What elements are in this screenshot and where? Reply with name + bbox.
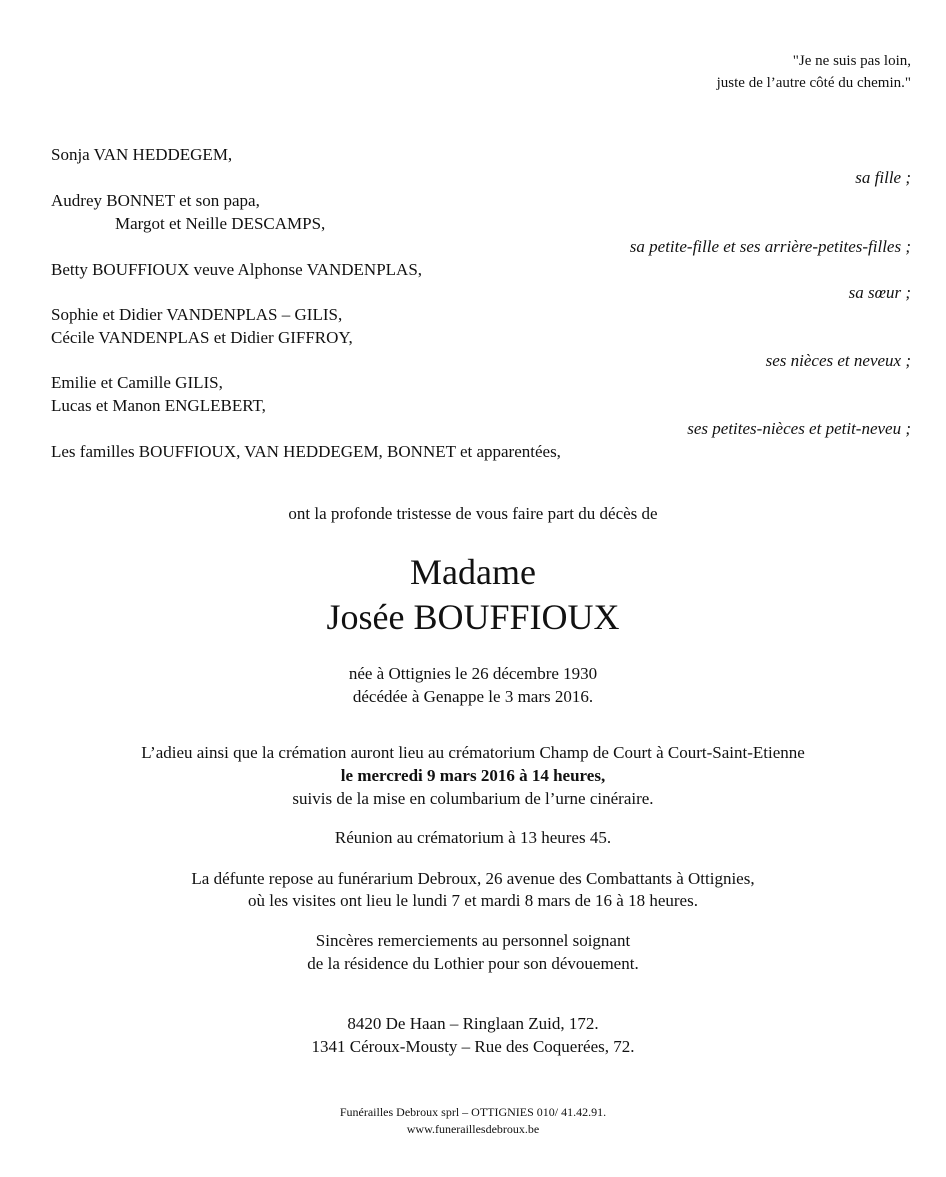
death-info: décédée à Genappe le 3 mars 2016. bbox=[352, 687, 594, 706]
meeting-info: Réunion au crématorium à 13 heures 45. bbox=[334, 828, 612, 847]
relation-label: ses petites-nièces et petit-neveu ; bbox=[687, 419, 911, 438]
relation-label: sa petite-fille et ses arrière-petites-filles ; bbox=[629, 237, 911, 256]
quote-line-2: juste de l’autre côté du chemin." bbox=[716, 75, 911, 91]
family-line: Emilie et Camille GILIS, bbox=[51, 373, 223, 392]
rest-info: La défunte repose au funérarium Debroux, 26 avenue des Combattants à Ottignies, bbox=[191, 869, 755, 888]
announcement-text: ont la profonde tristesse de vous faire part du décès de bbox=[288, 504, 658, 523]
ceremony-line: L’adieu ainsi que la crémation auront lieu au crématorium Champ de Court à Court-Saint-Etienne bbox=[141, 743, 805, 762]
family-line: Sonja VAN HEDDEGEM, bbox=[51, 145, 233, 164]
ceremony-line: suivis de la mise en columbarium de l’urne cinéraire. bbox=[292, 789, 654, 808]
thanks-text: de la résidence du Lothier pour son dévouement. bbox=[307, 954, 639, 973]
footer-company: Funérailles Debroux sprl – OTTIGNIES 010/ 41.42.91. bbox=[339, 1105, 607, 1119]
relation-label: sa sœur ; bbox=[848, 283, 911, 302]
family-line: Cécile VANDENPLAS et Didier GIFFROY, bbox=[51, 328, 353, 347]
footer-website: www.funeraillesdebroux.be bbox=[406, 1122, 540, 1136]
thanks-text: Sincères remerciements au personnel soignant bbox=[315, 931, 631, 950]
family-line: Betty BOUFFIOUX veuve Alphonse VANDENPLAS, bbox=[51, 260, 423, 279]
family-line: Margot et Neille DESCAMPS, bbox=[115, 214, 326, 233]
relation-label: ses nièces et neveux ; bbox=[765, 351, 911, 370]
deceased-name: Josée BOUFFIOUX bbox=[326, 597, 620, 637]
family-line: Sophie et Didier VANDENPLAS – GILIS, bbox=[51, 305, 343, 324]
family-line: Audrey BONNET et son papa, bbox=[51, 191, 260, 210]
birth-info: née à Ottignies le 26 décembre 1930 bbox=[348, 664, 598, 683]
rest-info: où les visites ont lieu le lundi 7 et mardi 8 mars de 16 à 18 heures. bbox=[248, 891, 698, 910]
family-line: Les familles BOUFFIOUX, VAN HEDDEGEM, BONNET et apparentées, bbox=[51, 442, 561, 461]
address-line: 1341 Céroux-Mousty – Rue des Coquerées, 72. bbox=[311, 1037, 635, 1056]
family-line: Lucas et Manon ENGLEBERT, bbox=[51, 396, 266, 415]
ceremony-date: le mercredi 9 mars 2016 à 14 heures, bbox=[340, 766, 606, 785]
deceased-title: Madame bbox=[410, 552, 536, 592]
address-line: 8420 De Haan – Ringlaan Zuid, 172. bbox=[347, 1014, 599, 1033]
quote-line-1: "Je ne suis pas loin, bbox=[792, 53, 911, 69]
relation-label: sa fille ; bbox=[855, 168, 911, 187]
